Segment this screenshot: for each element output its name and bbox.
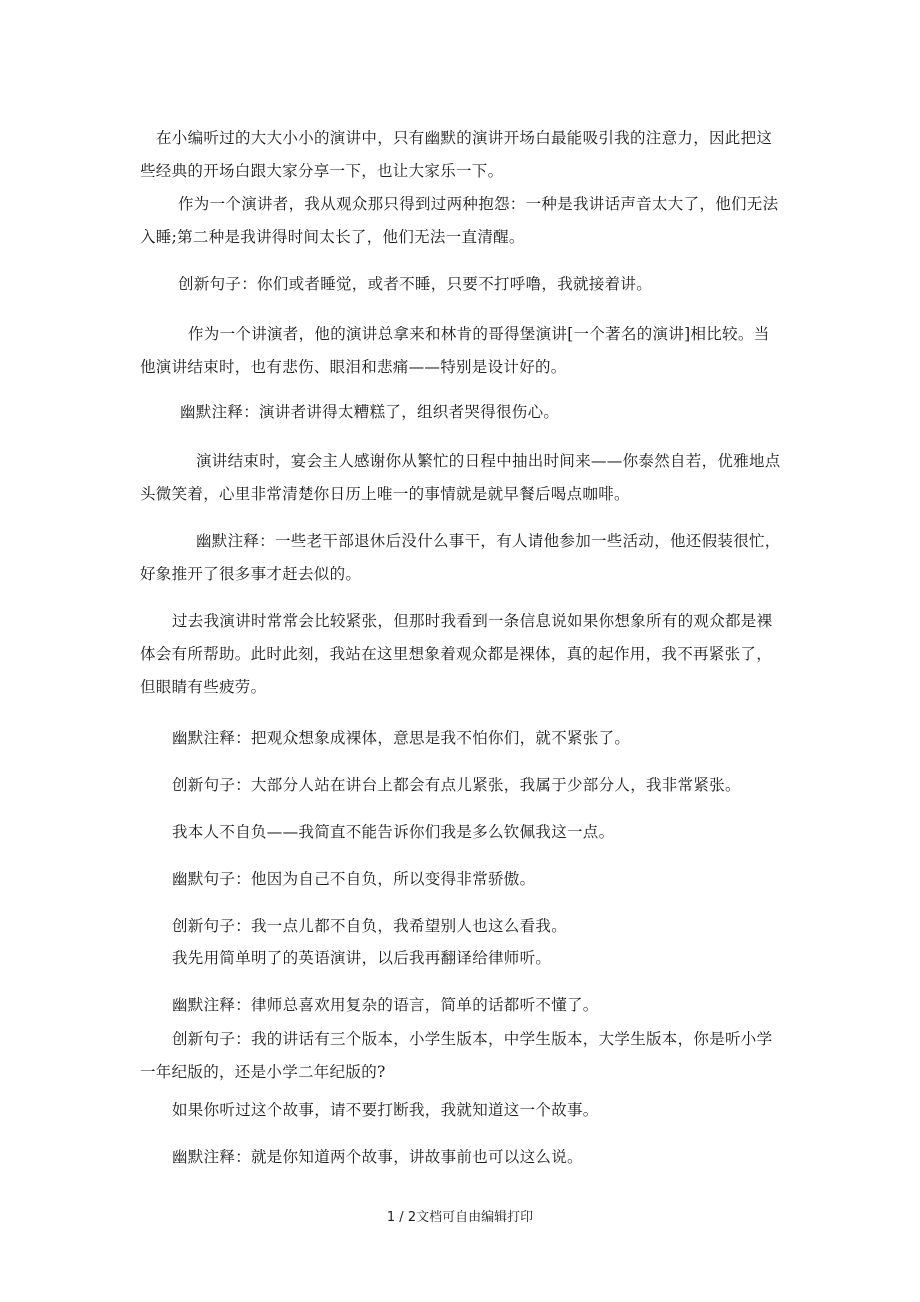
paragraph-humor-two-stories: 幽默注释：就是你知道两个故事，讲故事前也可以这么说。: [172, 1148, 583, 1166]
paragraph-humor-not-afraid: 幽默注释：把观众想象成裸体，意思是我不怕你们，就不紧张了。: [172, 729, 631, 747]
paragraph-intro: 在小编听过的大大小小的演讲中，只有幽默的演讲开场白最能吸引我的注意力，因此把这些经典的开场白跟大家分享一下，也让大家乐一下。: [140, 129, 773, 180]
paragraph-humor-lawyer: 幽默注释：律师总喜欢用复杂的语言，简单的话都听不懂了。: [172, 996, 599, 1014]
paragraph-humor-proud: 幽默句子：他因为自己不自负，所以变得非常骄傲。: [172, 870, 536, 888]
page-footer: 1 / 2文档可自由编辑打印: [386, 1210, 534, 1225]
paragraph-not-conceited: 我本人不自负——我简直不能告诉你们我是多么钦佩我这一点。: [172, 823, 615, 841]
paragraph-english-speech: 我先用简单明了的英语演讲，以后我再翻译给律师听。: [172, 949, 552, 967]
paragraph-innovative-sleep: 创新句子：你们或者睡觉，或者不睡，只要不打呼噜，我就接着讲。: [178, 275, 653, 293]
paragraph-host-thanks: 演讲结束时，宴会主人感谢你从繁忙的日程中抽出时间来——你泰然自若，优雅地点头微笑着，心里非常清楚你日历上唯一的事情就是就早餐后喝点咖啡。: [140, 452, 781, 503]
paragraph-humor-bad-speech: 幽默注释：演讲者讲得太糟糕了，组织者哭得很伤心。: [180, 403, 560, 421]
paragraph-innovative-modest: 创新句子：我一点儿都不自负，我希望别人也这么看我。: [172, 917, 568, 935]
paragraph-two-complaints: 作为一个演讲者，我从观众那只得到过两种抱怨：一种是我讲话声音太大了，他们无法入睡;第二种是我讲得时间太长了，他们无法一直清醒。: [140, 195, 779, 246]
paragraph-nervous: 过去我演讲时常常会比较紧张，但那时我看到一条信息说如果你想象所有的观众都是裸体会有所帮助。此时此刻，我站在这里想象着观众都是裸体，真的起作用，我不再紧张了，但眼睛有些疲劳。: [140, 612, 773, 696]
paragraph-humor-retired: 幽默注释：一些老干部退休后没什么事干，有人请他参加一些活动，他还假装很忙，好象推开了很多事才赶去似的。: [140, 532, 781, 583]
paragraph-lincoln: 作为一个讲演者，他的演讲总拿来和林肯的哥得堡演讲[一个著名的演讲]相比较。当他演讲结束时，也有悲伤、眼泪和悲痛——特别是设计好的。: [140, 325, 770, 376]
paragraph-story: 如果你听过这个故事，请不要打断我，我就知道这一个故事。: [172, 1101, 599, 1119]
paragraph-innovative-nervous: 创新句子：大部分人站在讲台上都会有点儿紧张，我属于少部分人，我非常紧张。: [172, 776, 741, 794]
paragraph-innovative-versions: 创新句子：我的讲话有三个版本，小学生版本，中学生版本，大学生版本，你是听小学一年纪版的，还是小学二年纪版的?: [140, 1030, 773, 1081]
